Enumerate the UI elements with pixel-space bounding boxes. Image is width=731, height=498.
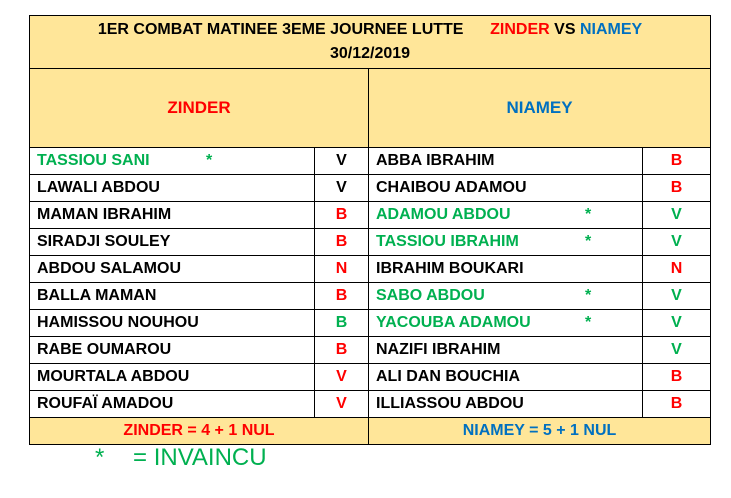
right-wrestler-name: IBRAHIM BOUKARI [376,260,524,277]
team-header-row [30,69,711,148]
right-result-cell: B [643,175,711,202]
right-wrestler-cell [369,364,643,391]
left-wrestler-cell [30,310,315,337]
undefeated-star-icon: * [585,287,592,304]
undefeated-star-icon: * [585,206,592,223]
right-wrestler-name: ALI DAN BOUCHIA [376,368,520,385]
right-result-cell: V [643,310,711,337]
bout-row [30,148,711,175]
left-result-cell: B [315,202,369,229]
right-result-cell: B [643,364,711,391]
title-vs: VS [554,21,576,38]
results-table [29,15,711,445]
left-wrestler-cell [30,256,315,283]
header-niamey: NIAMEY [369,69,711,148]
left-wrestler-cell [30,148,315,175]
bout-row [30,283,711,310]
bout-row [30,337,711,364]
left-wrestler-name: LAWALI ABDOU [37,179,160,196]
bout-row [30,229,711,256]
right-wrestler-cell [369,310,643,337]
title-team-a: ZINDER [490,21,550,38]
left-wrestler-cell [30,202,315,229]
left-wrestler-cell [30,364,315,391]
left-result-cell: V [315,148,369,175]
left-wrestler-name: RABE OUMAROU [37,341,172,358]
bout-row [30,310,711,337]
title-cell [30,16,711,69]
title-team-b: NIAMEY [579,21,643,38]
right-result-cell: N [643,256,711,283]
left-result-cell: V [315,364,369,391]
right-wrestler-cell [369,148,643,175]
left-wrestler-cell [30,283,315,310]
right-wrestler-name: CHAIBOU ADAMOU [376,179,527,196]
score-zinder: ZINDER = 4 + 1 NUL [30,418,369,445]
left-wrestler-name: SIRADJI SOULEY [37,233,171,250]
right-result-cell: V [643,337,711,364]
right-result-cell: V [643,202,711,229]
left-wrestler-name: TASSIOU SANI [37,152,150,169]
undefeated-star-icon: * [206,152,213,169]
legend-star-icon: * [95,444,105,471]
title-row [30,16,711,69]
right-wrestler-name: ILLIASSOU ABDOU [376,395,524,412]
score-niamey: NIAMEY = 5 + 1 NUL [369,418,711,445]
left-wrestler-cell [30,175,315,202]
right-wrestler-name: TASSIOU IBRAHIM [376,233,519,250]
left-wrestler-name: ABDOU SALAMOU [37,260,181,277]
left-result-cell: B [315,229,369,256]
right-wrestler-cell [369,175,643,202]
left-result-cell: B [315,283,369,310]
bout-row [30,256,711,283]
left-wrestler-cell [30,229,315,256]
right-result-cell: B [643,148,711,175]
left-result-cell: B [315,310,369,337]
undefeated-star-icon: * [585,233,592,250]
right-wrestler-name: YACOUBA ADAMOU [376,314,531,331]
legend-text: = INVAINCU [133,444,267,471]
legend [95,444,267,472]
right-wrestler-name: NAZIFI IBRAHIM [376,341,501,358]
right-wrestler-cell [369,283,643,310]
right-wrestler-cell [369,202,643,229]
left-result-cell: V [315,175,369,202]
left-wrestler-name: MAMAN IBRAHIM [37,206,172,223]
left-result-cell: B [315,337,369,364]
score-row [30,418,711,445]
right-wrestler-cell [369,391,643,418]
right-wrestler-cell [369,337,643,364]
bout-row [30,364,711,391]
left-result-cell: V [315,391,369,418]
left-wrestler-name: HAMISSOU NOUHOU [37,314,199,331]
bout-row [30,202,711,229]
left-wrestler-cell [30,337,315,364]
right-wrestler-name: ADAMOU ABDOU [376,206,511,223]
bout-row [30,175,711,202]
left-wrestler-name: ROUFAÏ AMADOU [37,395,174,412]
title-prefix: 1ER COMBAT MATINEE 3EME JOURNEE LUTTE [97,21,464,38]
undefeated-star-icon: * [585,314,592,331]
right-result-cell: V [643,229,711,256]
right-wrestler-cell [369,229,643,256]
header-zinder: ZINDER [30,69,369,148]
right-wrestler-name: ABBA IBRAHIM [376,152,495,169]
left-wrestler-name: BALLA MAMAN [37,287,157,304]
title-date: 30/12/2019 [329,45,411,62]
left-wrestler-cell [30,391,315,418]
right-wrestler-name: SABO ABDOU [376,287,485,304]
bout-row [30,391,711,418]
right-result-cell: B [643,391,711,418]
right-wrestler-cell [369,256,643,283]
right-result-cell: V [643,283,711,310]
left-result-cell: N [315,256,369,283]
left-wrestler-name: MOURTALA ABDOU [37,368,190,385]
